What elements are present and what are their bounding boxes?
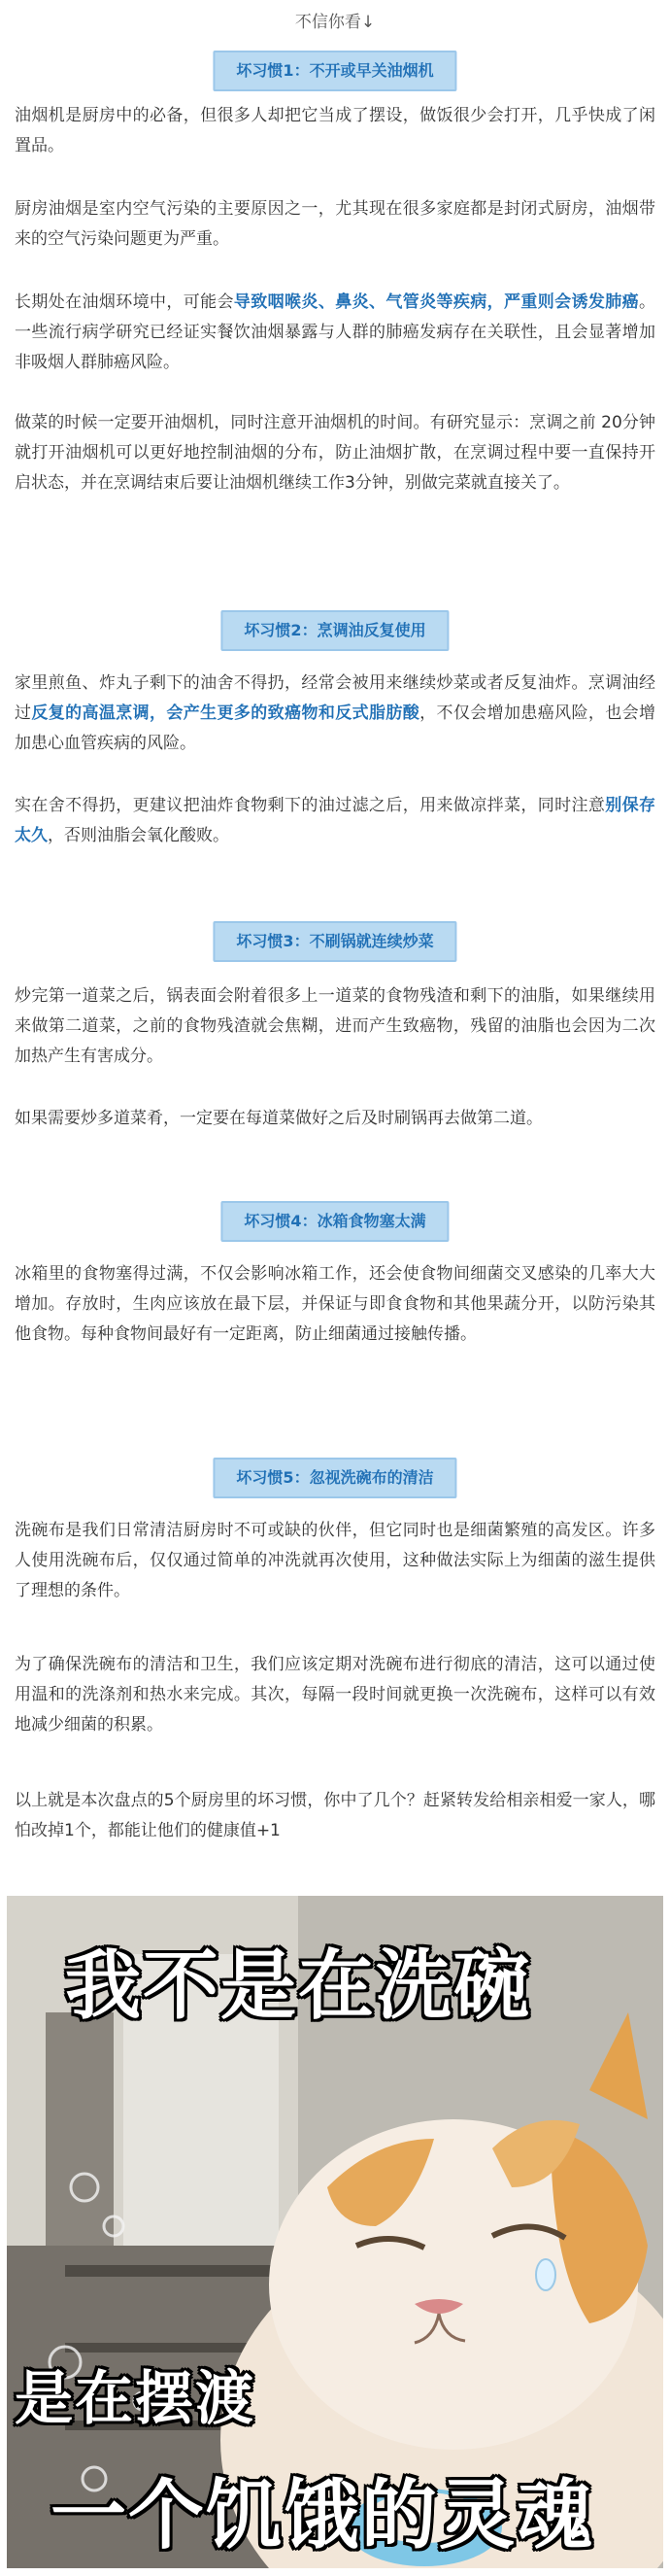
- paragraph-text: 炒完第一道菜之后，锅表面会附着很多上一道菜的食物残渣和剩下的油脂，如果继续用来做第二道菜，之前的食物残渣就会焦糊，进而产生致癌物，残留的油脂也会因为二次加热产生有害成分。: [15, 986, 655, 1066]
- paragraph: [15, 1650, 655, 1740]
- paragraph-text: 长期处在油烟环境中，可能会: [15, 292, 234, 312]
- paragraph: [15, 408, 655, 498]
- paragraph-text: 冰箱里的食物塞得过满，不仅会影响冰箱工作，还会使食物间细菌交叉感染的几率大大增加。存放时，生肉应该放在最下层，并保证与即食食物和其他果蔬分开，以防污染其他食物。每种食物间最好有一定距离，防止细菌通过接触传播。: [15, 1264, 655, 1344]
- intro-text: 不信你看↓: [294, 13, 376, 32]
- highlight-text: 别保存太久: [15, 796, 656, 845]
- paragraph-text: 做菜的时候一定要开油烟机，同时注意开油烟机的时间。有研究显示：烹调之前 20分钟就打开油烟机可以更好地控制油烟的分布，防止油烟扩散，在烹调过程中要一直保持开启状态，并在烹调结束后要让油烟机继续工作3分钟，别做完菜就直接关了。: [15, 413, 655, 493]
- highlight-text: 导致咽喉炎、鼻炎、气管炎等疾病，严重则会诱发肺癌: [233, 292, 640, 312]
- section-badge-3: 坏习惯3：不刷锅就连续炒菜: [213, 921, 456, 962]
- paragraph-text: 实在舍不得扔，更建议把油炸食物剩下的油过滤之后，用来做凉拌菜，同时注意: [15, 796, 606, 815]
- paragraph-text: 。一些流行病学研究已经证实餐饮油烟暴露与人群的肺癌发病存在关联性，且会显著增加非吸烟人群肺癌风险。: [15, 292, 656, 372]
- paragraph-text: 油烟机是厨房中的必备，但很多人却把它当成了摆设，做饭很少会打开，几乎快成了闲置品。: [15, 106, 655, 155]
- paragraph: [15, 1104, 655, 1134]
- paragraph-text: 家里煎鱼、炸丸子剩下的油舍不得扔，经常会被用来继续炒菜或者反复油炸。烹调油经过: [15, 673, 655, 723]
- paragraph: [15, 981, 655, 1072]
- highlight-text: 反复的高温烹调，会产生更多的致癌物和反式脂肪酸: [31, 704, 420, 723]
- paragraph-text: 以上就是本次盘点的5个厨房里的坏习惯，你中了几个？赶紧转发给相亲相爱一家人，哪怕改掉1个，都能让他们的健康值+1: [15, 1791, 655, 1840]
- section-badge-2: 坏习惯2：烹调油反复使用: [220, 610, 449, 651]
- paragraph: [15, 194, 655, 255]
- meme-caption-top: 我不是在洗碗: [65, 1942, 532, 2030]
- meme-caption-bottom: 一个饥饿的灵魂: [50, 2472, 595, 2559]
- paragraph-text: 如果需要炒多道菜肴，一定要在每道菜做好之后及时刷锅再去做第二道。: [15, 1109, 543, 1128]
- section-badge-1: 坏习惯1：不开或早关油烟机: [213, 51, 456, 91]
- paragraph-text: ，不仅会增加患癌风险，也会增加患心血管疾病的风险。: [15, 704, 656, 753]
- paragraph-text: 洗碗布是我们日常清洁厨房时不可或缺的伙伴，但它同时也是细菌繁殖的高发区。许多人使用洗碗布后，仅仅通过简单的冲洗就再次使用，这种做法实际上为细菌的滋生提供了理想的条件。: [15, 1521, 655, 1600]
- section-badge-5: 坏习惯5：忽视洗碗布的清洁: [213, 1458, 456, 1498]
- paragraph: [15, 791, 655, 851]
- paragraph: [15, 1259, 655, 1350]
- paragraph: [15, 1786, 655, 1846]
- paragraph-text: ，否则油脂会氧化酸败。: [48, 826, 229, 845]
- paragraph-text: 为了确保洗碗布的清洁和卫生，我们应该定期对洗碗布进行彻底的清洁，这可以通过使用温和的洗涤剂和热水来完成。其次，每隔一段时间就更换一次洗碗布，这样可以有效地减少细菌的积累。: [15, 1655, 655, 1735]
- paragraph: [15, 101, 655, 161]
- paragraph: [15, 669, 655, 759]
- meme-caption-middle: 是在摆渡: [15, 2365, 255, 2433]
- section-badge-4: 坏习惯4：冰箱食物塞太满: [220, 1201, 449, 1242]
- paragraph: [15, 288, 655, 378]
- paragraph-text: 厨房油烟是室内空气污染的主要原因之一，尤其现在很多家庭都是封闭式厨房，油烟带来的空气污染问题更为严重。: [15, 199, 655, 249]
- paragraph: [15, 1516, 655, 1606]
- meme-image: [7, 1896, 663, 2568]
